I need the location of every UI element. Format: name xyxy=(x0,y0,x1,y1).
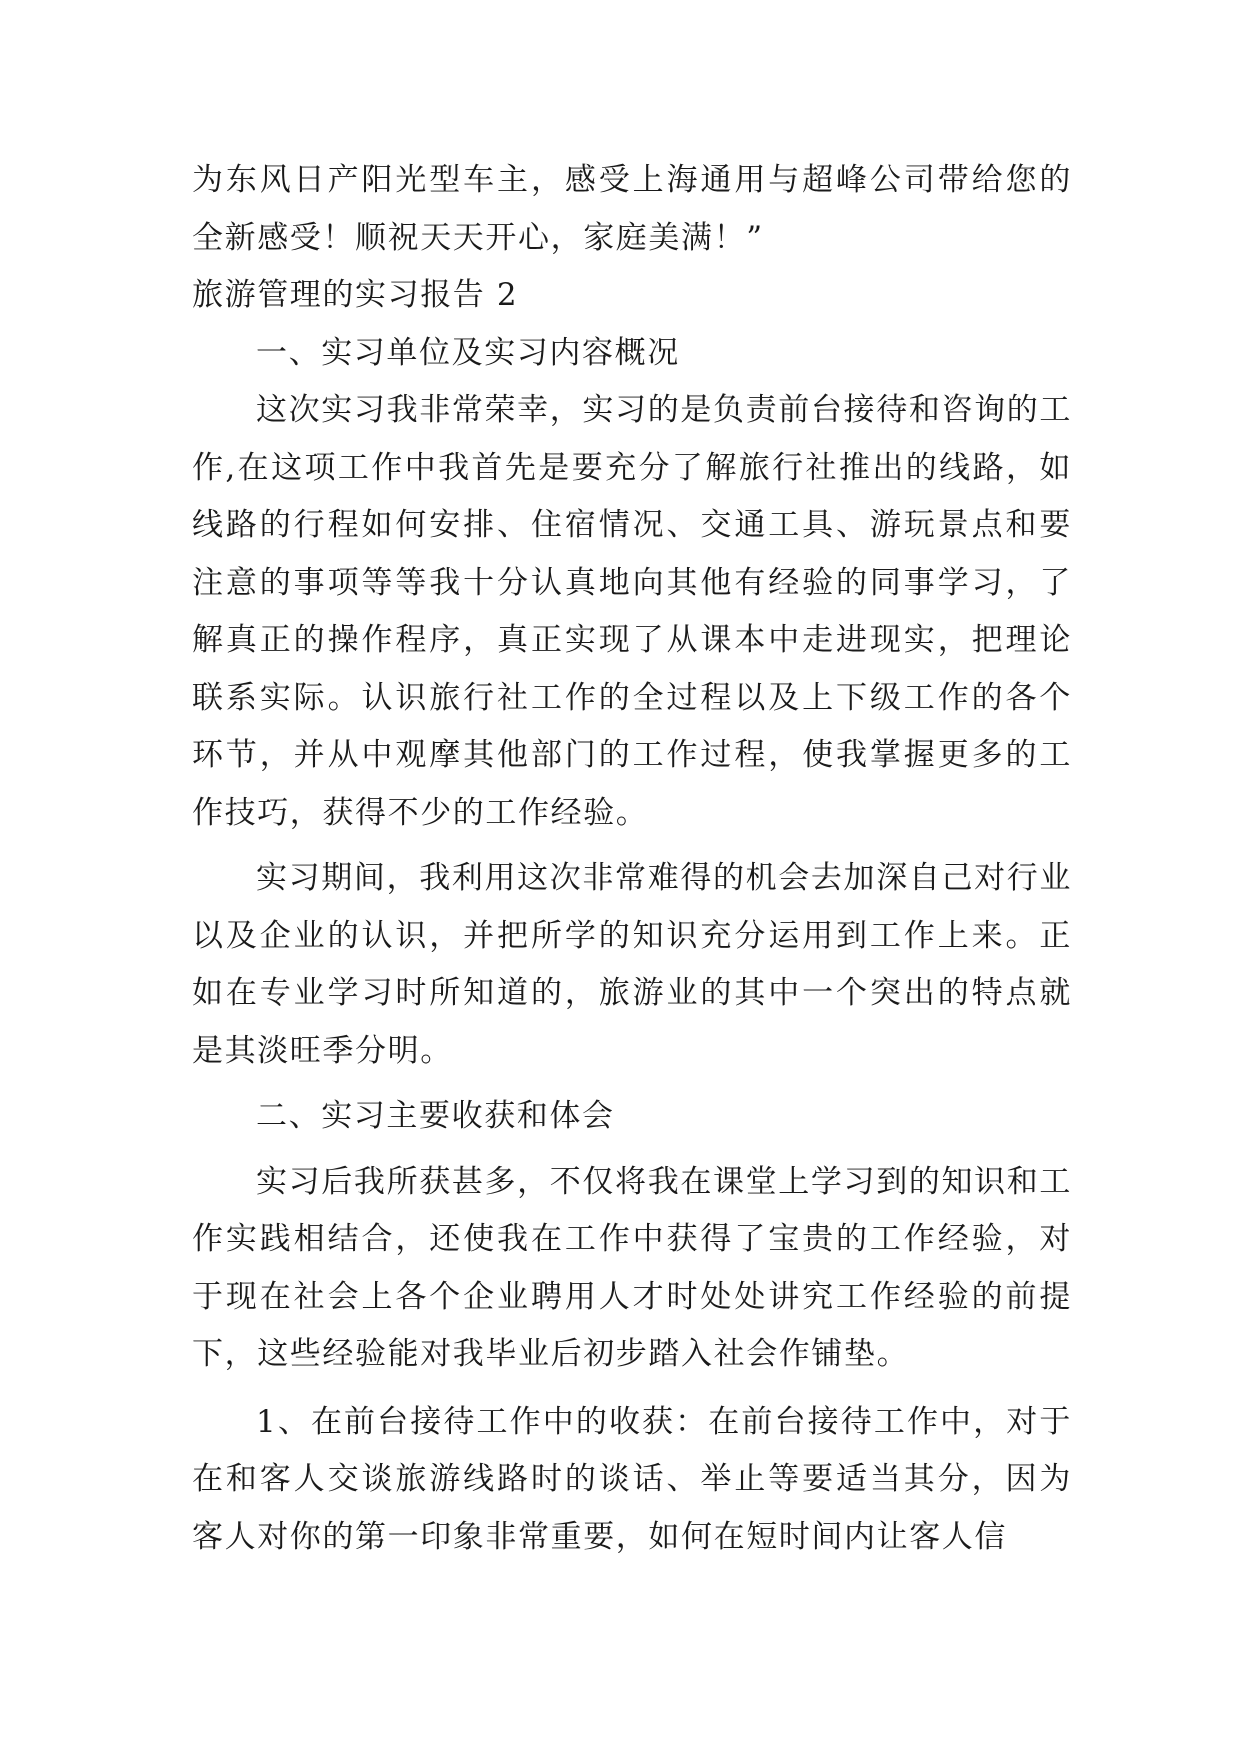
document-body xyxy=(192,152,1072,1566)
section-heading-2: 二、实习主要收获和体会 xyxy=(256,1098,615,1134)
report-title: 旅游管理的实习报告 2 xyxy=(192,277,519,313)
paragraph-internship-duties: 这次实习我非常荣幸，实习的是负责前台接待和咨询的工作,在这项工作中我首先是要充分了解旅行社推出的线路，如线路的行程如何安排、住宿情况、交通工具、游玩景点和要注意的事项等等我十分认真地向其他有经验的同事学习，了解真正的操作程序，真正实现了从课本中走进现实，把理论联系实际。认识旅行社工作的全过程以及上下级工作的各个环节，并从中观摩其他部门的工作过程，使我掌握更多的工作技巧，获得不少的工作经验。 xyxy=(192,392,1072,831)
closing-paragraph: 为东风日产阳光型车主，感受上海通用与超峰公司带给您的全新感受！顺祝天天开心，家庭美满！” xyxy=(192,162,1072,256)
paragraph-gains: 实习后我所获甚多，不仅将我在课堂上学习到的知识和工作实践相结合，还使我在工作中获得了宝贵的工作经验，对于现在社会上各个企业聘用人才时处处讲究工作经验的前提下，这些经验能对我毕业后初步踏入社会作铺垫。 xyxy=(192,1163,1072,1372)
paragraph-internship-period: 实习期间，我利用这次非常难得的机会去加深自己对行业以及企业的认识，并把所学的知识充分运用到工作上来。正如在专业学习时所知道的，旅游业的其中一个突出的特点就是其淡旺季分明。 xyxy=(192,860,1072,1069)
section-heading-1: 一、实习单位及实习内容概况 xyxy=(256,334,680,371)
paragraph-front-desk: 1、在前台接待工作中的收获：在前台接待工作中，对于在和客人交谈旅游线路时的谈话、举止等要适当其分，因为客人对你的第一印象非常重要，如何在短时间内让客人信 xyxy=(192,1403,1072,1555)
